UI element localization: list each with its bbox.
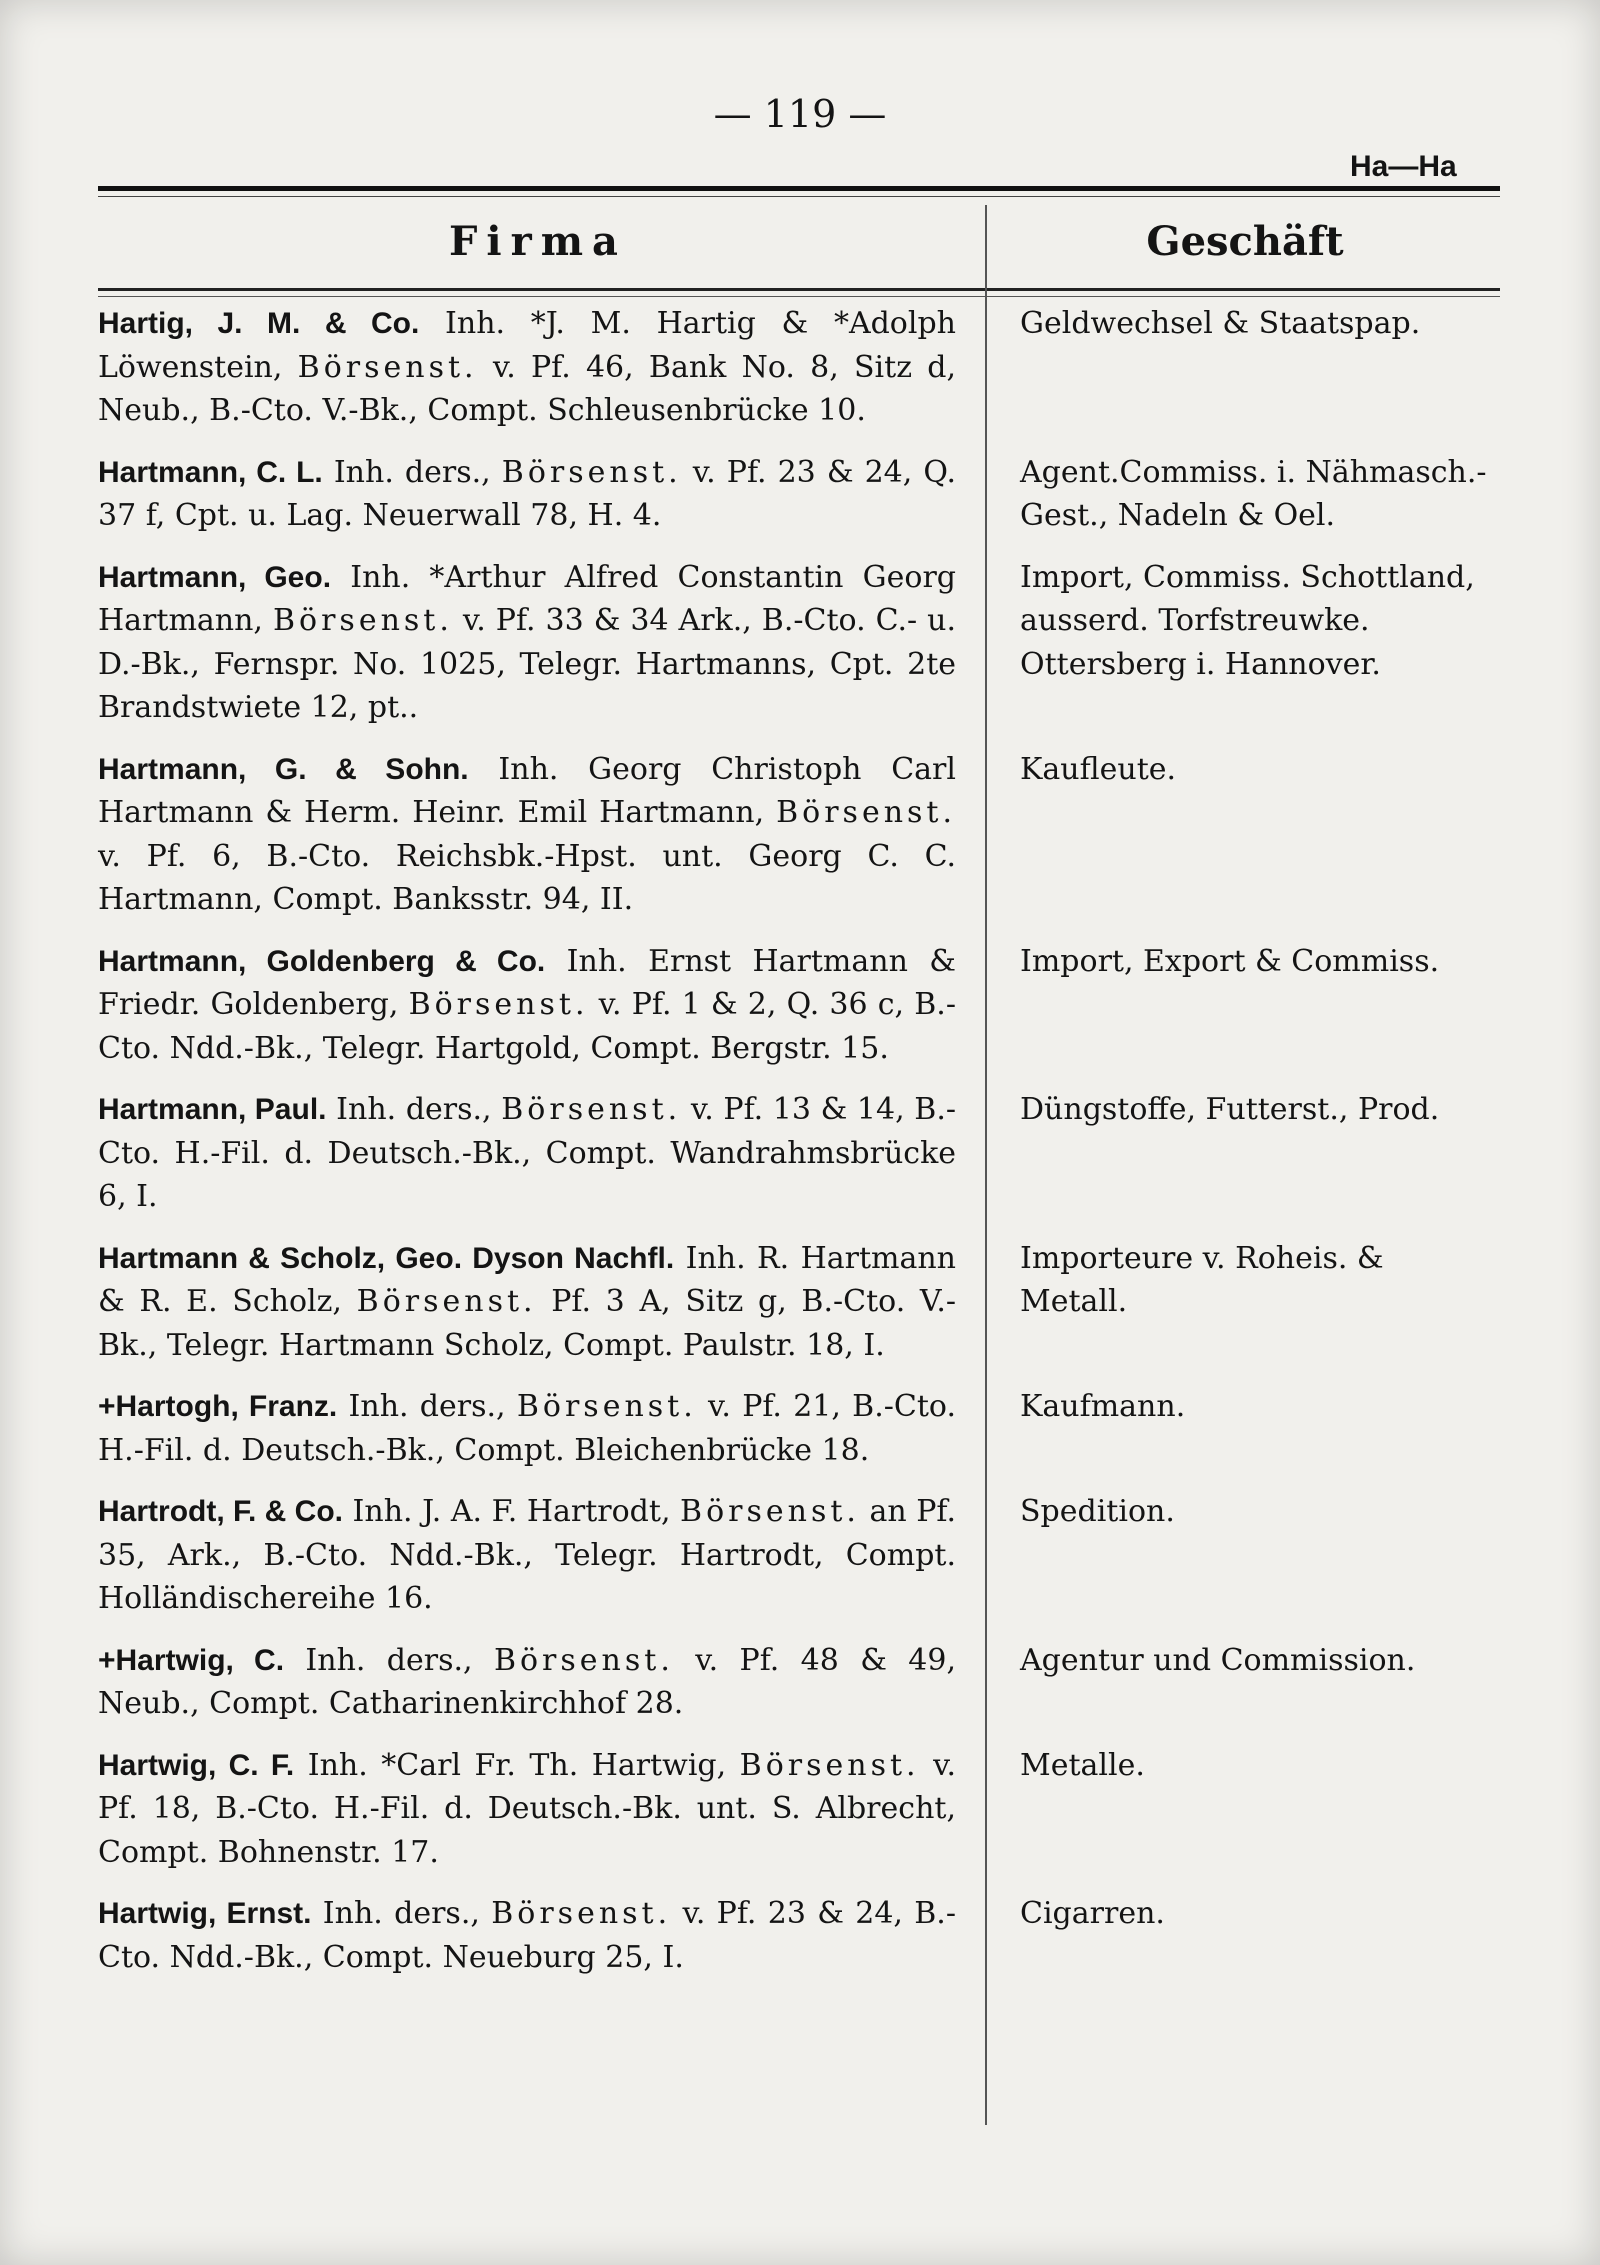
firm-details: v. Pf. 23 & 24, Q. 37 f, Cpt. u. Lag. Neuerwall 78, H. 4. (98, 454, 956, 533)
firm-details: v. Pf. 18, B.-Cto. H.-Fil. d. Deutsch.-Bk. unt. S. Albrecht, Compt. Bohnenstr. 17. (98, 1747, 956, 1870)
boerse-label: Börsenst. (493, 1642, 674, 1678)
boerse-label: Börsenst. (516, 1389, 697, 1424)
list-item (98, 940, 1500, 1071)
top-rule-thin (98, 196, 1500, 197)
business-type: Import, Export & Commiss. (1020, 943, 1440, 979)
firm-details: Pf. 3 A, Sitz g, B.-Cto. V.-Bk., Telegr. Hartmann Scholz, Compt. Paulstr. 18, I. (98, 1284, 956, 1363)
boerse-label: Börsenst. (501, 454, 682, 490)
firm-name: +Hartogh, Franz. (98, 1390, 338, 1423)
column-header-firma: Firma (449, 218, 627, 265)
firm-owner: Inh. R. Hartmann & R. E. Scholz, (98, 1240, 956, 1319)
column-header-geschaeft: Geschäft (1146, 218, 1344, 265)
firm-owner: Inh. ders., (305, 1642, 473, 1678)
boerse-label: Börsenst. (408, 987, 589, 1022)
boerse-label: Börsenst. (297, 349, 478, 385)
business-type: Düngstoffe, Futterst., Prod. (1020, 1092, 1440, 1127)
firm-description (98, 1892, 956, 1979)
firm-details: v. Pf. 46, Bank No. 8, Sitz d, Neub., B.-Cto. V.-Bk., Compt. Schleusenbrücke 10. (98, 349, 956, 428)
list-item (98, 1490, 1500, 1621)
list-item (98, 302, 1500, 433)
firm-description (98, 1237, 956, 1368)
firm-owner: Inh. J. A. F. Hartrodt, (352, 1494, 671, 1529)
firm-name: Hartmann, Geo. (98, 560, 332, 594)
entry-list (98, 302, 1500, 1997)
firm-details: v. Pf. 1 & 2, Q. 36 c, B.-Cto. Ndd.-Bk., Telegr. Hartgold, Compt. Bergstr. 15. (98, 987, 956, 1066)
firm-owner: Inh. ders., (322, 1896, 480, 1931)
firm-owner: Inh. Ernst Hartmann & Friedr. Goldenberg, (98, 943, 956, 1022)
header-rule-thin (98, 296, 1500, 297)
firm-owner: Inh. Georg Christoph Carl Hartmann & Herm. Heinr. Emil Hartmann, (98, 751, 956, 830)
top-rule (98, 186, 1500, 191)
firm-description (98, 1385, 956, 1472)
firm-details: v. Pf. 6, B.-Cto. Reichsbk.-Hpst. unt. Georg C. C. Hartmann, Compt. Banksstr. 94, II. (98, 838, 956, 917)
boerse-label: Börsenst. (739, 1747, 920, 1783)
firm-owner: Inh. *J. M. Hartig & *Adolph Löwenstein, (98, 306, 956, 385)
firm-description (98, 1490, 956, 1621)
firm-description (98, 302, 956, 433)
header-rule (98, 288, 1500, 291)
business-type: Importeure v. Roheis. & Metall. (1020, 1240, 1384, 1319)
firm-owner: Inh. ders., (336, 1092, 492, 1127)
business-type: Spedition. (1020, 1494, 1175, 1529)
firm-name: Hartmann & Scholz, Geo. Dyson Nachfl. (98, 1241, 675, 1275)
firm-name: Hartwig, C. F. (98, 1748, 295, 1782)
firm-name: Hartmann, Paul. (98, 1093, 327, 1126)
list-item (98, 1744, 1500, 1875)
firm-name: Hartig, J. M. & Co. (98, 307, 420, 340)
business-type: Metalle. (1020, 1747, 1145, 1783)
business-type: Agentur und Commission. (1020, 1642, 1416, 1678)
firm-owner: Inh. *Carl Fr. Th. Hartwig, (307, 1747, 727, 1783)
boerse-label: Börsenst. (272, 603, 453, 638)
business-type: Kaufmann. (1020, 1389, 1186, 1424)
boerse-label: Börsenst. (776, 795, 956, 830)
business-type: Import, Commiss. Schottland, ausserd. Torfstreuwke. Ottersberg i. Hannover. (1020, 559, 1475, 682)
list-item (98, 1639, 1500, 1726)
firm-description (98, 1088, 956, 1219)
boerse-label: Börsenst. (501, 1092, 682, 1127)
list-item (98, 451, 1500, 538)
firm-details: v. Pf. 23 & 24, B.-Cto. Ndd.-Bk., Compt. Neueburg 25, I. (98, 1896, 956, 1975)
list-item (98, 556, 1500, 730)
firm-name: Hartmann, Goldenberg & Co. (98, 944, 546, 978)
firm-description (98, 556, 956, 730)
firm-details: an Pf. 35, Ark., B.-Cto. Ndd.-Bk., Telegr. Hartrodt, Compt. Holländischereihe 16. (98, 1494, 956, 1616)
firm-description (98, 940, 956, 1071)
firm-owner: Inh. *Arthur Alfred Constantin Georg Hartmann, (98, 559, 956, 638)
firm-details: v. Pf. 48 & 49, Neub., Compt. Catharinenkirchhof 28. (98, 1642, 956, 1721)
firm-details: v. Pf. 33 & 34 Ark., B.-Cto. C.- u. D.-Bk., Fernspr. No. 1025, Telegr. Hartmanns, Cpt. 2te Brandstwiete 12, pt.. (98, 603, 956, 725)
firm-details: v. Pf. 13 & 14, B.-Cto. H.-Fil. d. Deutsch.-Bk., Compt. Wandrahmsbrücke 6, I. (98, 1092, 957, 1214)
list-item (98, 1385, 1500, 1472)
boerse-label: Börsenst. (491, 1896, 672, 1931)
business-type: Geldwechsel & Staatspap. (1020, 306, 1421, 341)
list-item (98, 1892, 1500, 1979)
page-number: — 119 — (713, 92, 887, 136)
list-item (98, 1237, 1500, 1368)
firm-description (98, 748, 956, 922)
firm-description (98, 1744, 956, 1875)
firm-description (98, 451, 956, 538)
firm-name: Hartwig, Ernst. (98, 1897, 312, 1930)
business-type: Cigarren. (1020, 1896, 1165, 1931)
firm-details: v. Pf. 21, B.-Cto. H.-Fil. d. Deutsch.-Bk., Compt. Bleichenbrücke 18. (98, 1389, 956, 1468)
firm-name: +Hartwig, C. (98, 1643, 285, 1677)
firm-name: Hartmann, C. L. (98, 455, 323, 489)
business-type: Agent.Commiss. i. Nähmasch.-Gest., Nadeln & Oel. (1020, 454, 1487, 533)
list-item (98, 1088, 1500, 1219)
business-type: Kaufleute. (1020, 751, 1177, 787)
boerse-label: Börsenst. (356, 1284, 537, 1319)
firm-name: Hartmann, G. & Sohn. (98, 752, 469, 786)
firm-owner: Inh. ders., (348, 1389, 506, 1424)
firm-description (98, 1639, 956, 1726)
boerse-label: Börsenst. (680, 1494, 860, 1529)
firm-owner: Inh. ders., (333, 454, 491, 490)
firm-name: Hartrodt, F. & Co. (98, 1495, 343, 1528)
header-range-code: Ha—Ha (1350, 150, 1457, 183)
list-item (98, 748, 1500, 922)
